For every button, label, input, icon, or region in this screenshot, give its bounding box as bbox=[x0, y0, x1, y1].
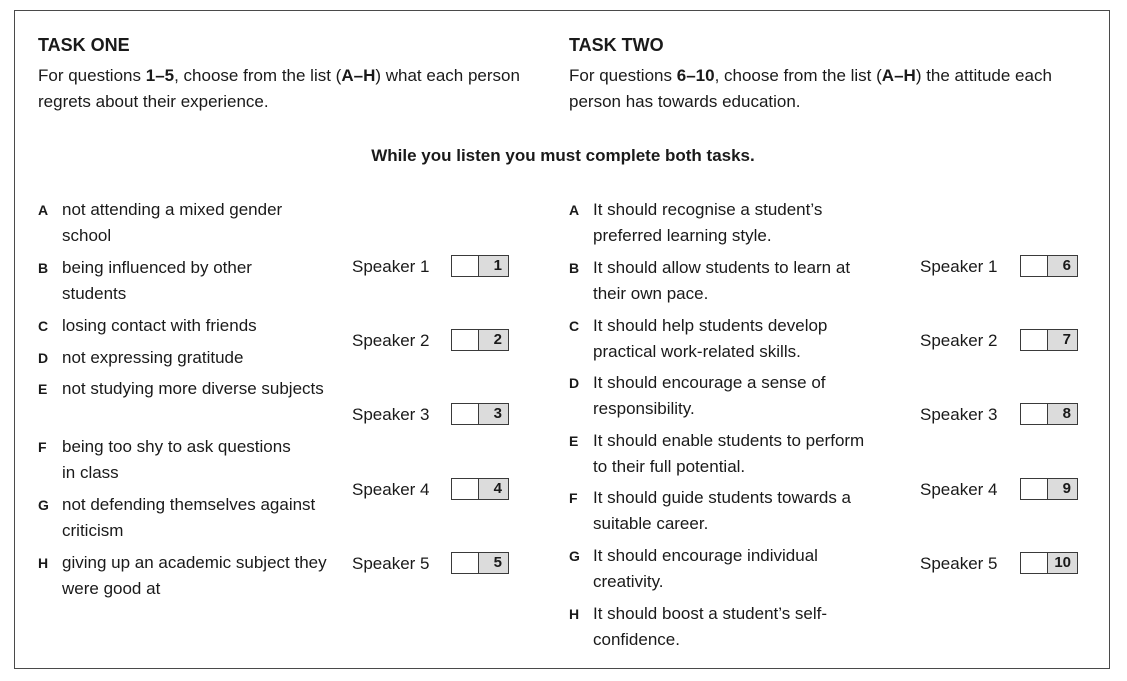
answer-box[interactable] bbox=[1020, 329, 1048, 351]
task-two-speaker-3 bbox=[920, 403, 1084, 427]
task-two-option-b bbox=[569, 255, 869, 306]
option-letter: B bbox=[38, 260, 49, 276]
question-number: 9 bbox=[1047, 478, 1078, 500]
speaker-label: Speaker 4 bbox=[352, 480, 430, 499]
instr-text: , choose from the list ( bbox=[714, 66, 882, 85]
task-two-title: TASK TWO bbox=[569, 35, 664, 55]
option-text: losing contact with friends bbox=[62, 316, 257, 335]
question-number: 3 bbox=[478, 403, 509, 425]
answer-box[interactable] bbox=[1020, 478, 1048, 500]
question-range: 6–10 bbox=[676, 66, 715, 85]
speaker-label: Speaker 2 bbox=[920, 331, 998, 350]
answer-box[interactable] bbox=[451, 478, 479, 500]
option-text: It should encourage individual creativity. bbox=[593, 546, 818, 591]
task-one-speaker-3 bbox=[352, 403, 512, 427]
option-text: It should recognise a student’s preferred learning style. bbox=[593, 200, 823, 245]
option-text: It should enable students to perform to their full potential. bbox=[593, 431, 865, 476]
question-number: 5 bbox=[478, 552, 509, 574]
task-one-option-e bbox=[38, 376, 338, 402]
speaker-label: Speaker 4 bbox=[920, 480, 998, 499]
speaker-label: Speaker 2 bbox=[352, 331, 430, 350]
answer-box[interactable] bbox=[451, 552, 479, 574]
option-text: It should allow students to learn at their own pace. bbox=[593, 258, 851, 303]
question-number: 10 bbox=[1047, 552, 1078, 574]
option-letter: F bbox=[569, 490, 578, 506]
task-two-option-e bbox=[569, 428, 881, 479]
option-text: giving up an academic subject they were good at bbox=[62, 553, 327, 598]
speaker-label: Speaker 3 bbox=[920, 405, 998, 424]
task-one-instructions bbox=[38, 63, 538, 115]
question-number: 6 bbox=[1047, 255, 1078, 277]
question-number: 4 bbox=[478, 478, 509, 500]
instr-text: ) what each person regrets about their experience. bbox=[38, 66, 520, 111]
option-text: not expressing gratitude bbox=[62, 348, 244, 367]
task-one-speaker-4 bbox=[352, 478, 512, 502]
task-two bbox=[569, 35, 1069, 115]
option-text: not attending a mixed gender school bbox=[62, 200, 283, 245]
letter-range: A–H bbox=[341, 66, 376, 85]
answer-box[interactable] bbox=[451, 329, 479, 351]
option-letter: G bbox=[569, 548, 580, 564]
task-one-speaker-5 bbox=[352, 552, 512, 576]
task-two-instructions bbox=[569, 63, 1069, 115]
task-two-speaker-1 bbox=[920, 255, 1084, 279]
task-one-speaker-2 bbox=[352, 329, 512, 353]
task-two-option-d bbox=[569, 370, 881, 421]
option-letter: G bbox=[38, 497, 49, 513]
task-one-option-h bbox=[38, 550, 338, 601]
task-two-option-f bbox=[569, 485, 881, 536]
instr-text: , choose from the list ( bbox=[174, 66, 342, 85]
answer-box[interactable] bbox=[1020, 403, 1048, 425]
instr-text: For questions bbox=[569, 66, 677, 85]
task-one-option-b bbox=[38, 255, 298, 306]
task-two-option-c bbox=[569, 313, 881, 364]
option-text: It should boost a student’s self-confidence. bbox=[593, 604, 828, 649]
option-text: It should guide students towards a suitable career. bbox=[593, 488, 851, 533]
question-number: 2 bbox=[478, 329, 509, 351]
task-two-speaker-2 bbox=[920, 329, 1084, 353]
task-one-option-f bbox=[38, 434, 298, 485]
option-letter: C bbox=[38, 318, 49, 334]
task-two-speaker-4 bbox=[920, 478, 1084, 502]
task-one-option-a bbox=[38, 197, 298, 248]
option-text: It should encourage a sense of responsibility. bbox=[593, 373, 826, 418]
option-letter: E bbox=[569, 433, 579, 449]
option-letter: D bbox=[569, 375, 580, 391]
question-number: 1 bbox=[478, 255, 509, 277]
question-number: 7 bbox=[1047, 329, 1078, 351]
option-letter: B bbox=[569, 260, 580, 276]
question-number: 8 bbox=[1047, 403, 1078, 425]
task-one-option-d bbox=[38, 345, 338, 371]
answer-box[interactable] bbox=[1020, 552, 1048, 574]
answer-box[interactable] bbox=[1020, 255, 1048, 277]
task-two-speaker-5 bbox=[920, 552, 1084, 576]
task-one-option-g bbox=[38, 492, 338, 543]
task-two-option-g bbox=[569, 543, 881, 594]
task-one bbox=[38, 35, 538, 115]
letter-range: A–H bbox=[881, 66, 916, 85]
instruction-note: While you listen you must complete both tasks. bbox=[371, 146, 755, 165]
speaker-label: Speaker 1 bbox=[920, 257, 998, 276]
task-one-title: TASK ONE bbox=[38, 35, 130, 55]
answer-box[interactable] bbox=[451, 255, 479, 277]
option-text: being influenced by other students bbox=[62, 258, 252, 303]
task-frame bbox=[14, 10, 1110, 669]
option-text: not studying more diverse subjects bbox=[62, 379, 324, 398]
task-one-speaker-1 bbox=[352, 255, 512, 279]
option-letter: A bbox=[38, 202, 49, 218]
task-two-option-a bbox=[569, 197, 869, 248]
task-two-option-h bbox=[569, 601, 881, 652]
speaker-label: Speaker 5 bbox=[920, 554, 998, 573]
option-letter: D bbox=[38, 350, 49, 366]
answer-box[interactable] bbox=[451, 403, 479, 425]
option-text: It should help students develop practical work-related skills. bbox=[593, 316, 828, 361]
speaker-label: Speaker 5 bbox=[352, 554, 430, 573]
instr-text: For questions bbox=[38, 66, 146, 85]
instr-text: ) the attitude each person has towards education. bbox=[569, 66, 1052, 111]
option-text: being too shy to ask questions in class bbox=[62, 437, 291, 482]
speaker-label: Speaker 1 bbox=[352, 257, 430, 276]
option-letter: A bbox=[569, 202, 580, 218]
option-letter: E bbox=[38, 381, 48, 397]
option-letter: C bbox=[569, 318, 580, 334]
option-letter: F bbox=[38, 439, 47, 455]
task-one-option-c bbox=[38, 313, 338, 339]
option-letter: H bbox=[569, 606, 580, 622]
option-text: not defending themselves against criticism bbox=[62, 495, 316, 540]
speaker-label: Speaker 3 bbox=[352, 405, 430, 424]
question-range: 1–5 bbox=[145, 66, 175, 85]
option-letter: H bbox=[38, 555, 49, 571]
